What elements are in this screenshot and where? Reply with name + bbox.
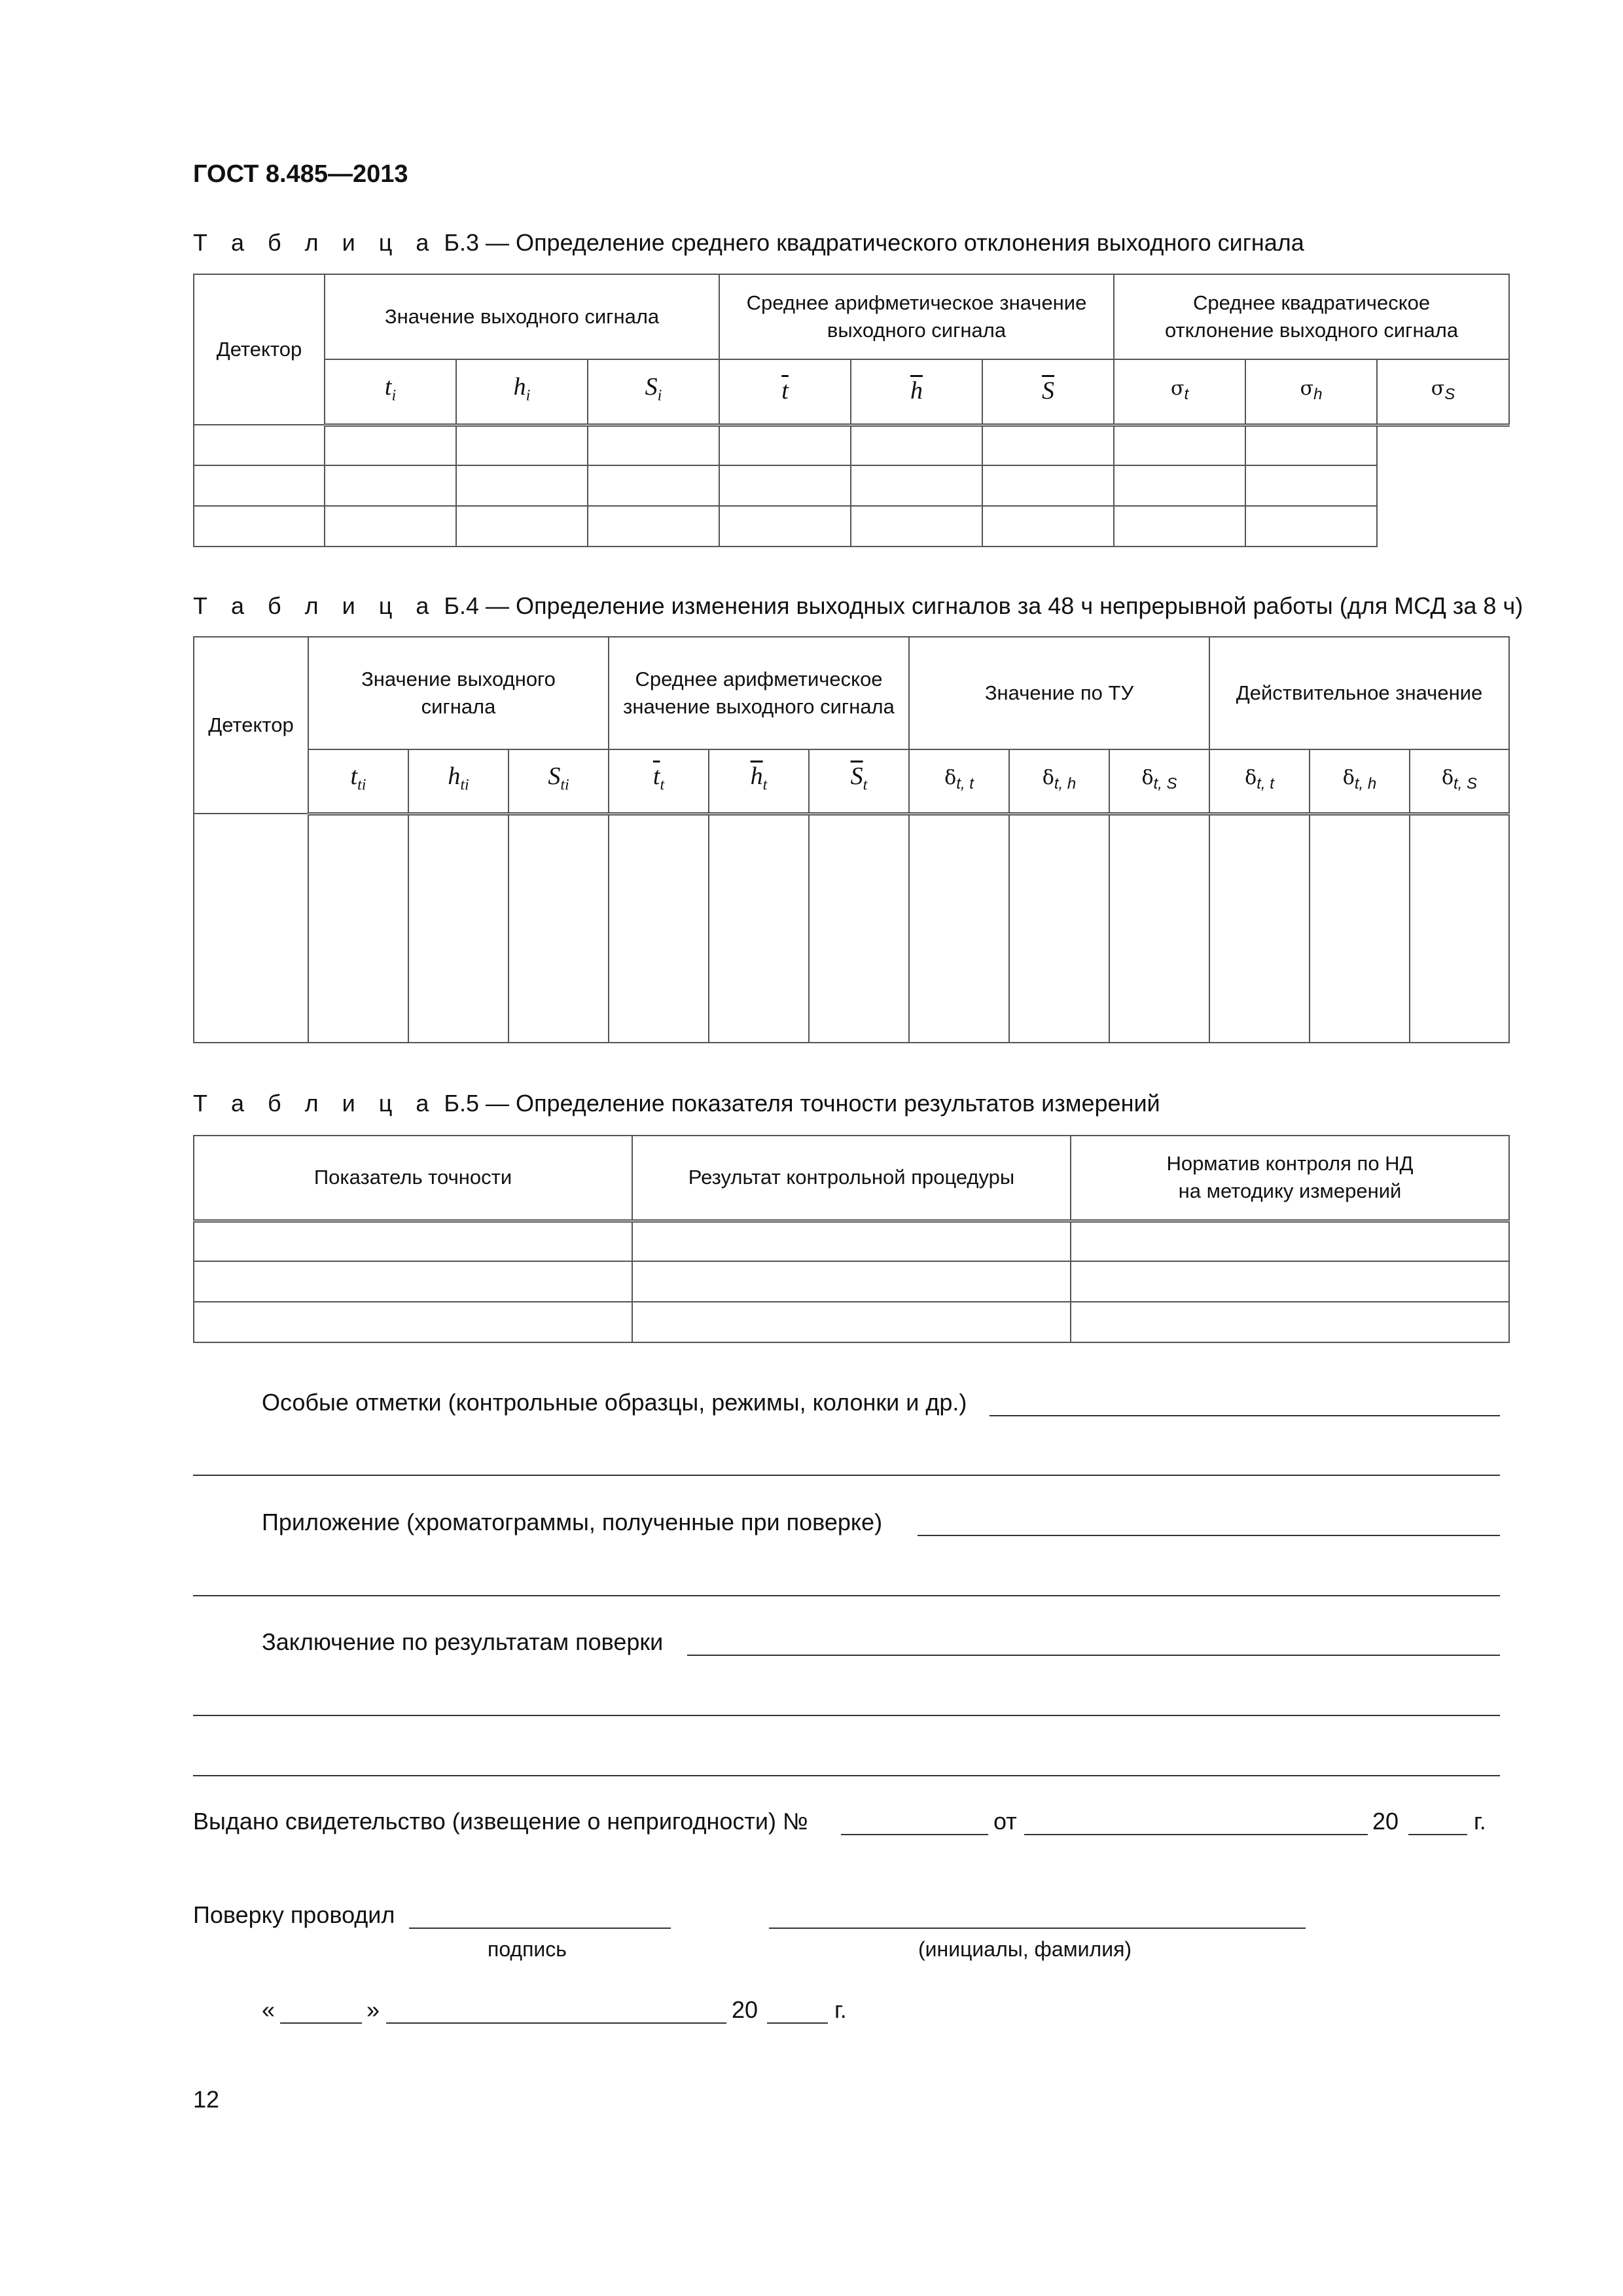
table-row [194, 465, 1509, 506]
table-b5-caption-text: Б.5 — Определение показателя точности результатов измерений [437, 1090, 1160, 1117]
conclusion-field-continued-2[interactable] [193, 1775, 1500, 1776]
special-marks-label: Особые отметки (контрольные образцы, режимы, колонки и др.) [262, 1389, 967, 1416]
table-b4-symbol: $\overline{S}_t$ [809, 749, 909, 814]
table-b3-symbol: $t_i$ [325, 359, 456, 425]
table-b3-symbol: $h_i$ [456, 359, 588, 425]
certificate-year-prefix: 20 [1372, 1808, 1399, 1835]
table-b5-caption [193, 1090, 1160, 1117]
table-b4-symbol: $\delta_{t, t}$ [1209, 749, 1310, 814]
table-b4-symbol: $\overline{h}_t$ [709, 749, 809, 814]
table-b4-symbol: $t_{ti}$ [308, 749, 408, 814]
certificate-from-label: от [993, 1808, 1017, 1835]
date-quote-open: « [262, 1996, 276, 2023]
table-b4-caption-text: Б.4 — Определение изменения выходных сигналов за 48 ч непрерывной работы (для МСД за 8 ч) [437, 592, 1524, 619]
table-row [194, 425, 1509, 465]
table-b3-symbol: $\overline{t}$ [719, 359, 851, 425]
table-b4-header-detector: Детектор [194, 637, 308, 814]
name-caption: (инициалы, фамилия) [918, 1937, 1132, 1961]
table-b5-header-norm: Норматив контроля по НД на методику измерений [1071, 1136, 1509, 1221]
table-b4-symbol: $\delta_{t, h}$ [1310, 749, 1410, 814]
table-b4-caption [193, 592, 1523, 620]
table-b3-symbol: $\overline{S}$ [982, 359, 1114, 425]
date-month-field[interactable] [386, 2022, 726, 2024]
date-year-field[interactable] [767, 2022, 828, 2024]
table-b4-header-actual-value: Действительное значение [1209, 637, 1509, 749]
table-b4-caption-prefix: Т а б л и ц а [193, 592, 438, 619]
table-b4-header-mean: Среднее арифметическое значение выходного сигнала [609, 637, 909, 749]
table-row [194, 1302, 1509, 1342]
table-b3-caption-text: Б.3 — Определение среднего квадратического отклонения выходного сигнала [437, 229, 1304, 256]
table-b3-caption [193, 229, 1304, 257]
table-b3-header-detector: Детектор [194, 274, 325, 425]
conclusion-label: Заключение по результатам поверки [262, 1628, 664, 1655]
table-b5-caption-prefix: Т а б л и ц а [193, 1090, 438, 1117]
table-row [194, 1221, 1509, 1261]
appendix-label: Приложение (хроматограммы, полученные при поверке) [262, 1509, 883, 1535]
signature-caption: подпись [488, 1937, 567, 1961]
table-b4-symbol: $\delta_{t, t}$ [909, 749, 1009, 814]
special-marks-field[interactable] [990, 1415, 1500, 1416]
verified-by-label: Поверку проводил [193, 1901, 395, 1928]
table-b4-symbol: $\delta_{t, S}$ [1109, 749, 1209, 814]
table-b3 [193, 274, 1510, 547]
table-b5 [193, 1135, 1510, 1343]
date-day-field[interactable] [280, 2022, 362, 2024]
certificate-date-field[interactable] [1024, 1834, 1368, 1835]
table-row [194, 1261, 1509, 1302]
table-b3-symbol: $\sigma_S$ [1377, 359, 1509, 425]
table-b3-symbol: $\sigma_h$ [1245, 359, 1377, 425]
date-year-suffix: г. [834, 1996, 847, 2023]
page-number: 12 [193, 2086, 220, 2113]
table-b4-symbol: $h_{ti}$ [408, 749, 508, 814]
table-b5-header-result: Результат контрольной процедуры [632, 1136, 1071, 1221]
table-row [194, 814, 1509, 1043]
table-b4-symbol: $S_{ti}$ [508, 749, 609, 814]
table-row [194, 506, 1509, 547]
certificate-year-suffix: г. [1474, 1808, 1486, 1835]
table-b3-header-std: Среднее квадратическое отклонение выходного сигнала [1114, 274, 1509, 359]
appendix-field[interactable] [918, 1535, 1500, 1536]
table-b3-caption-prefix: Т а б л и ц а [193, 229, 438, 256]
appendix-field-continued[interactable] [193, 1595, 1500, 1596]
table-b3-header-output-value: Значение выходного сигнала [325, 274, 719, 359]
table-b4-header-spec-value: Значение по ТУ [909, 637, 1209, 749]
certificate-label: Выдано свидетельство (извещение о непригодности) № [193, 1808, 808, 1835]
table-b4 [193, 636, 1510, 1043]
table-b3-symbol: $\overline{h}$ [851, 359, 982, 425]
table-b4-symbol: $\overline{t}_t$ [609, 749, 709, 814]
table-b5-header-accuracy: Показатель точности [194, 1136, 632, 1221]
table-b4-symbol: $\delta_{t, h}$ [1009, 749, 1109, 814]
certificate-number-field[interactable] [841, 1834, 988, 1835]
certificate-year-field[interactable] [1408, 1834, 1467, 1835]
document-header: ГОСТ 8.485—2013 [193, 160, 408, 188]
table-b3-symbol: $\sigma_t$ [1114, 359, 1245, 425]
table-b3-header-mean: Среднее арифметическое значение выходного сигнала [719, 274, 1114, 359]
conclusion-field[interactable] [687, 1655, 1500, 1656]
table-b4-header-output-value: Значение выходного сигнала [308, 637, 609, 749]
name-field[interactable] [769, 1928, 1306, 1929]
signature-field[interactable] [409, 1928, 671, 1929]
special-marks-field-continued[interactable] [193, 1475, 1500, 1476]
date-quote-close: » [366, 1996, 380, 2023]
table-b4-symbol: $\delta_{t, S}$ [1410, 749, 1509, 814]
conclusion-field-continued[interactable] [193, 1715, 1500, 1716]
table-b3-symbol: $S_i$ [588, 359, 719, 425]
date-year-prefix: 20 [732, 1996, 758, 2023]
